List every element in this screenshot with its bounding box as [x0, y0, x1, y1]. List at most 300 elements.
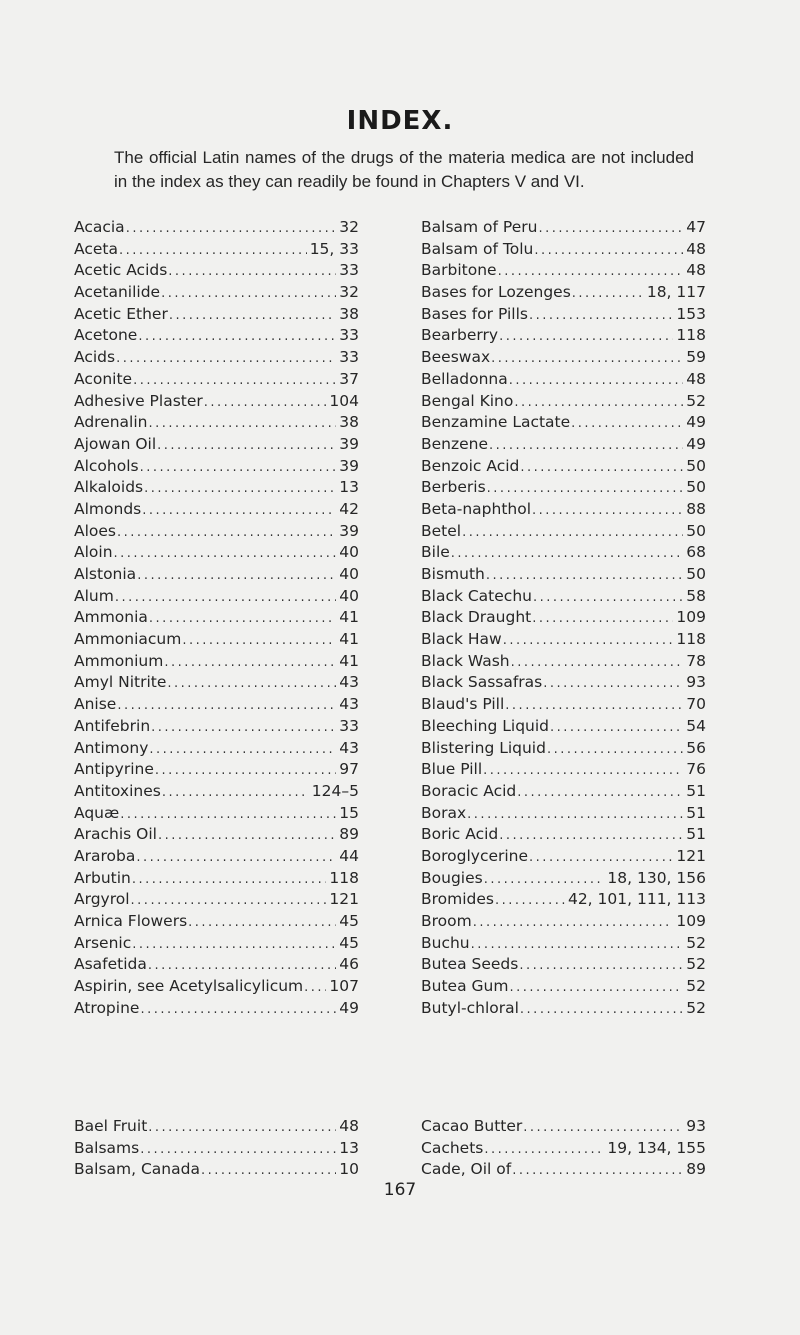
index-term: Black Haw — [421, 630, 502, 649]
dot-leader — [133, 370, 336, 391]
index-page-refs: 153 — [676, 304, 706, 323]
dot-leader — [517, 782, 683, 803]
index-entry — [421, 1116, 706, 1138]
index-page-refs: 48 — [686, 239, 706, 258]
index-page-refs: 118 — [676, 630, 706, 649]
index-page-refs: 52 — [686, 977, 706, 996]
dot-leader — [499, 326, 673, 347]
index-term: Barbitone — [421, 261, 497, 280]
index-entry — [421, 239, 706, 261]
dot-leader — [498, 261, 684, 282]
index-term: Bael Fruit — [74, 1117, 148, 1135]
index-heading: INDEX. — [346, 106, 454, 136]
index-page-refs: 43 — [339, 673, 359, 692]
dot-leader — [148, 955, 336, 976]
index-term: Boric Acid — [421, 825, 499, 844]
dot-leader — [533, 587, 683, 608]
index-entry — [421, 824, 706, 846]
index-entry — [74, 1138, 359, 1160]
index-entry — [421, 369, 706, 391]
index-page-refs: 13 — [339, 1138, 359, 1157]
index-entry — [74, 282, 359, 304]
index-column-left — [74, 217, 434, 1019]
index-entry — [421, 803, 706, 825]
dot-leader — [532, 608, 673, 629]
index-page-refs: 48 — [339, 1117, 359, 1135]
index-entry — [74, 369, 359, 391]
index-entry — [421, 976, 706, 998]
index-entry — [74, 759, 359, 781]
index-term: Anise — [74, 695, 117, 714]
dot-leader — [169, 305, 336, 326]
index-term: Acetic Ether — [74, 304, 168, 323]
index-entry — [74, 911, 359, 933]
dot-leader — [547, 739, 683, 760]
index-term: Blistering Liquid — [421, 738, 546, 757]
index-page-refs: 38 — [339, 304, 359, 323]
dot-leader — [136, 847, 336, 868]
index-page-refs: 70 — [686, 695, 706, 714]
index-entry — [74, 738, 359, 760]
index-entry — [421, 564, 706, 586]
dot-leader — [142, 500, 336, 521]
dot-leader — [148, 1117, 336, 1138]
index-entry — [74, 564, 359, 586]
dot-leader — [144, 478, 336, 499]
index-entry — [421, 607, 706, 629]
index-page-refs: 118 — [329, 868, 359, 887]
index-term: Bromides — [421, 890, 495, 909]
index-term: Blue Pill — [421, 760, 483, 779]
dot-leader — [138, 326, 336, 347]
index-page-refs: 41 — [339, 651, 359, 670]
dot-leader — [462, 522, 683, 543]
dot-leader — [473, 912, 674, 933]
index-entry — [421, 629, 706, 651]
dot-leader — [514, 392, 683, 413]
index-page-refs: 59 — [686, 348, 706, 367]
index-entry — [421, 846, 706, 868]
index-page-refs: 121 — [676, 846, 706, 865]
index-page-refs: 52 — [686, 998, 706, 1017]
index-term: Arnica Flowers — [74, 912, 188, 930]
index-term: Black Draught — [421, 608, 532, 627]
index-term: Bases for Lozenges — [421, 283, 571, 302]
index-term: Cachets — [421, 1138, 484, 1157]
index-entry — [74, 694, 359, 716]
index-entry — [421, 521, 706, 543]
index-term: Bengal Kino — [421, 391, 514, 410]
dot-leader — [164, 652, 336, 673]
index-entry — [421, 933, 706, 955]
index-entry — [74, 629, 359, 651]
index-page-refs: 47 — [686, 218, 706, 236]
dot-leader — [114, 543, 337, 564]
index-term: Berberis — [421, 478, 486, 497]
index-page-refs: 124–5 — [311, 781, 359, 800]
index-term: Almonds — [74, 499, 142, 518]
dot-leader — [140, 999, 336, 1020]
index-term: Adhesive Plaster — [74, 391, 203, 410]
dot-leader — [550, 717, 683, 738]
index-term: Alstonia — [74, 565, 137, 583]
index-term: Benzene — [421, 434, 489, 453]
index-entry — [74, 716, 359, 738]
index-column-right-continued — [421, 1116, 706, 1181]
index-entry — [74, 1116, 359, 1138]
dot-leader — [117, 695, 336, 716]
index-entry — [74, 672, 359, 694]
dot-leader — [182, 630, 336, 651]
index-term: Acids — [74, 348, 116, 367]
index-term: Asafetida — [74, 955, 147, 974]
index-term: Alcohols — [74, 456, 139, 475]
dot-leader — [529, 305, 673, 326]
index-term: Amyl Nitrite — [74, 673, 167, 692]
dot-leader — [204, 392, 327, 413]
index-page-refs: 39 — [339, 434, 359, 453]
dot-leader — [571, 413, 683, 434]
dot-leader — [511, 652, 684, 673]
index-page-refs: 48 — [686, 369, 706, 388]
index-entry — [421, 325, 706, 347]
dot-leader — [538, 218, 683, 239]
index-entry — [74, 586, 359, 608]
dot-leader — [188, 912, 336, 933]
index-page-refs: 42, 101, 111, 113 — [567, 890, 706, 909]
index-entry — [421, 759, 706, 781]
index-term: Argyrol — [74, 890, 130, 909]
index-entry — [421, 499, 706, 521]
index-term: Aloes — [74, 521, 117, 540]
index-page-refs: 10 — [339, 1160, 359, 1179]
index-entry — [421, 694, 706, 716]
index-entry — [421, 282, 706, 304]
index-term: Betel — [421, 521, 462, 540]
index-page-refs: 50 — [686, 456, 706, 475]
dot-leader — [304, 977, 326, 998]
index-term: Alkaloids — [74, 478, 144, 497]
index-entry — [421, 586, 706, 608]
index-page-refs: 33 — [339, 716, 359, 735]
index-page-refs: 38 — [339, 413, 359, 432]
dot-leader — [520, 457, 683, 478]
dot-leader — [523, 1117, 683, 1138]
index-page-refs: 68 — [686, 543, 706, 562]
dot-leader — [487, 478, 684, 499]
index-entry — [74, 239, 359, 261]
dot-leader — [505, 695, 683, 716]
index-entry — [74, 542, 359, 564]
dot-leader — [484, 1139, 604, 1160]
dot-leader — [140, 457, 337, 478]
index-entry — [74, 434, 359, 456]
dot-leader — [131, 890, 327, 911]
index-term: Butea Gum — [421, 977, 509, 996]
dot-leader — [119, 240, 307, 261]
index-page-refs: 76 — [686, 760, 706, 779]
dot-leader — [519, 955, 683, 976]
index-page-refs: 78 — [686, 651, 706, 670]
index-term: Bases for Pills — [421, 304, 528, 323]
index-page-refs: 15, 33 — [309, 239, 359, 258]
index-entry — [74, 477, 359, 499]
index-entry — [74, 607, 359, 629]
dot-leader — [137, 565, 336, 586]
dot-leader — [167, 673, 336, 694]
index-term: Aloin — [74, 543, 113, 562]
dot-leader — [132, 934, 336, 955]
index-page-refs: 56 — [686, 738, 706, 757]
index-page-refs: 39 — [339, 456, 359, 475]
index-term: Balsam of Peru — [421, 218, 538, 236]
dot-leader — [149, 413, 337, 434]
index-term: Alum — [74, 586, 114, 605]
index-term: Aquæ — [74, 803, 120, 822]
dot-leader — [151, 717, 336, 738]
index-entry — [74, 998, 359, 1020]
index-page-refs: 43 — [339, 695, 359, 714]
dot-leader — [132, 869, 327, 890]
dot-leader — [529, 847, 673, 868]
index-term: Broom — [421, 912, 472, 930]
index-term: Beta-naphthol — [421, 499, 532, 518]
index-page-refs: 18, 117 — [646, 283, 706, 302]
index-entry — [74, 824, 359, 846]
index-column-left-continued — [74, 1116, 434, 1181]
index-entry — [421, 998, 706, 1020]
index-term: Bile — [421, 543, 450, 562]
index-page-refs: 58 — [686, 586, 706, 605]
index-page-refs: 50 — [686, 565, 706, 583]
index-entry — [421, 217, 706, 239]
index-page-refs: 54 — [686, 716, 706, 735]
index-term: Black Wash — [421, 651, 510, 670]
dot-leader — [116, 348, 336, 369]
index-entry — [421, 672, 706, 694]
index-term: Arachis Oil — [74, 825, 157, 844]
dot-leader — [149, 608, 336, 629]
index-term: Aceta — [74, 239, 118, 258]
index-page-refs: 49 — [339, 998, 359, 1017]
index-entry — [74, 846, 359, 868]
page-number: 167 — [383, 1180, 417, 1200]
dot-leader — [509, 977, 683, 998]
index-entry — [74, 391, 359, 413]
index-page-refs: 33 — [339, 348, 359, 367]
dot-leader — [499, 825, 683, 846]
dot-leader — [155, 760, 336, 781]
dot-leader — [512, 1160, 683, 1181]
index-term: Balsam of Tolu — [421, 239, 534, 258]
index-term: Boracic Acid — [421, 781, 517, 800]
dot-leader — [483, 760, 683, 781]
index-page-refs: 15 — [339, 803, 359, 822]
index-term: Aspirin, see Acetylsalicylicum — [74, 977, 304, 996]
dot-leader — [489, 435, 683, 456]
index-page-refs: 109 — [676, 912, 706, 930]
index-page-refs: 50 — [686, 478, 706, 497]
index-entry — [421, 716, 706, 738]
index-term: Acetone — [74, 326, 138, 345]
index-term: Buchu — [421, 933, 470, 952]
dot-leader — [168, 261, 336, 282]
index-entry — [74, 456, 359, 478]
index-page-refs: 45 — [339, 933, 359, 952]
index-page-refs: 13 — [339, 478, 359, 497]
index-page-refs: 18, 130, 156 — [607, 868, 706, 887]
index-entry — [74, 933, 359, 955]
index-page-refs: 41 — [339, 608, 359, 627]
index-term: Bismuth — [421, 565, 485, 583]
index-entry — [74, 304, 359, 326]
dot-leader — [120, 804, 336, 825]
dot-leader — [161, 283, 336, 304]
index-page-refs: 121 — [329, 890, 359, 909]
index-term: Acetanilide — [74, 283, 161, 302]
index-entry — [74, 889, 359, 911]
dot-leader — [149, 739, 336, 760]
intro-paragraph: The official Latin names of the drugs of the materia medica are not included in the index as they can readily be found in Chapters V and VI. — [114, 148, 694, 191]
index-term: Bleeching Liquid — [421, 716, 550, 735]
dot-leader — [471, 934, 684, 955]
index-page-refs: 51 — [686, 803, 706, 822]
index-page-refs: 44 — [339, 846, 359, 865]
dot-leader — [491, 348, 683, 369]
index-page-refs: 104 — [329, 391, 359, 410]
index-entry — [421, 781, 706, 803]
index-page-refs: 89 — [686, 1160, 706, 1179]
index-page-refs: 32 — [339, 283, 359, 302]
index-term: Black Catechu — [421, 586, 532, 605]
index-term: Adrenalin — [74, 413, 148, 432]
index-entry — [74, 412, 359, 434]
index-term: Arsenic — [74, 933, 132, 952]
index-entry — [74, 347, 359, 369]
index-page-refs: 45 — [339, 912, 359, 930]
index-term: Antipyrine — [74, 760, 154, 779]
index-page-refs: 52 — [686, 933, 706, 952]
index-term: Butea Seeds — [421, 955, 519, 974]
index-page-refs: 42 — [339, 499, 359, 518]
dot-leader — [572, 283, 644, 304]
index-entry — [74, 781, 359, 803]
index-term: Beeswax — [421, 348, 491, 367]
index-entry — [74, 651, 359, 673]
index-entry — [74, 521, 359, 543]
index-entry — [74, 954, 359, 976]
index-entry — [421, 651, 706, 673]
index-page-refs: 93 — [686, 1117, 706, 1135]
index-page-refs: 109 — [676, 608, 706, 627]
index-term: Antimony — [74, 738, 149, 757]
index-page-refs: 40 — [339, 565, 359, 583]
index-entry — [421, 954, 706, 976]
index-term: Bougies — [421, 868, 483, 887]
dot-leader — [532, 500, 683, 521]
dot-leader — [467, 804, 683, 825]
index-page-refs: 51 — [686, 825, 706, 844]
index-term: Antifebrin — [74, 716, 151, 735]
index-term: Belladonna — [421, 369, 508, 388]
index-page-refs: 52 — [686, 955, 706, 974]
index-entry — [421, 911, 706, 933]
index-entry — [74, 260, 359, 282]
index-page-refs: 50 — [686, 521, 706, 540]
index-entry — [421, 456, 706, 478]
index-page-refs: 43 — [339, 738, 359, 757]
index-term: Araroba — [74, 846, 136, 865]
index-page-refs: 33 — [339, 261, 359, 280]
index-entry — [74, 868, 359, 890]
index-entry — [74, 325, 359, 347]
dot-leader — [486, 565, 683, 586]
index-entry — [74, 1159, 359, 1181]
index-page-refs: 49 — [686, 413, 706, 432]
index-entry — [421, 347, 706, 369]
index-term: Cacao Butter — [421, 1117, 523, 1135]
index-entry — [421, 412, 706, 434]
index-page-refs: 51 — [686, 781, 706, 800]
index-entry — [74, 499, 359, 521]
index-term: Benzoic Acid — [421, 456, 520, 475]
index-term: Balsams — [74, 1138, 140, 1157]
dot-leader — [162, 782, 309, 803]
index-entry — [421, 260, 706, 282]
index-page-refs: 46 — [339, 955, 359, 974]
index-entry — [421, 391, 706, 413]
index-page-refs: 93 — [686, 673, 706, 692]
index-page-refs: 41 — [339, 630, 359, 649]
index-page-refs: 19, 134, 155 — [607, 1138, 706, 1157]
dot-leader — [126, 218, 337, 239]
index-page-refs: 33 — [339, 326, 359, 345]
index-entry — [74, 976, 359, 998]
index-term: Ammoniacum — [74, 630, 182, 649]
index-entry — [421, 868, 706, 890]
dot-leader — [201, 1160, 336, 1181]
dot-leader — [157, 435, 336, 456]
dot-leader — [543, 673, 683, 694]
index-page-refs: 48 — [686, 261, 706, 280]
index-term: Balsam, Canada — [74, 1160, 200, 1179]
index-page-refs: 49 — [686, 434, 706, 453]
dot-leader — [503, 630, 674, 651]
index-entry — [421, 1159, 706, 1181]
index-term: Atropine — [74, 998, 140, 1017]
dot-leader — [484, 869, 605, 890]
index-page-refs: 32 — [339, 218, 359, 236]
index-entry — [421, 738, 706, 760]
index-term: Aconite — [74, 369, 133, 388]
dot-leader — [520, 999, 683, 1020]
index-column-right — [421, 217, 706, 1019]
dot-leader — [495, 890, 565, 911]
index-page-refs: 88 — [686, 499, 706, 518]
index-entry — [421, 889, 706, 911]
index-entry — [421, 304, 706, 326]
index-term: Benzamine Lactate — [421, 413, 571, 432]
index-term: Butyl-chloral — [421, 998, 519, 1017]
dot-leader — [451, 543, 683, 564]
index-page-refs: 97 — [339, 760, 359, 779]
index-page-refs: 89 — [339, 825, 359, 844]
index-entry — [421, 434, 706, 456]
index-term: Arbutin — [74, 868, 131, 887]
index-term: Antitoxines — [74, 781, 161, 800]
index-term: Ajowan Oil — [74, 434, 157, 453]
index-entry — [421, 1138, 706, 1160]
